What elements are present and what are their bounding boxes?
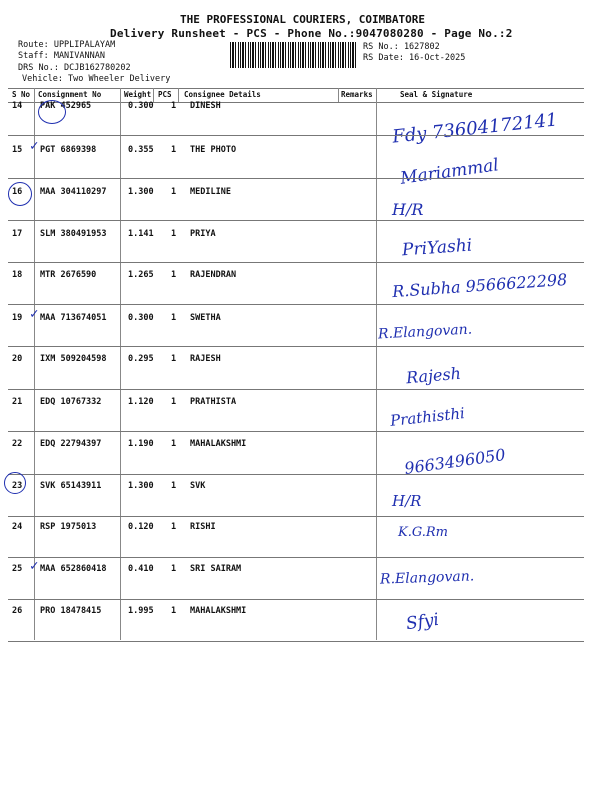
barcode [230,42,358,68]
row-divider [8,135,584,136]
row-consignee: RISHI [190,522,216,532]
row-consignment-no: RSP 1975013 [40,522,97,532]
row-consignment-no: MAA 713674051 [40,313,107,323]
row-weight: 1.120 [128,397,154,407]
row-sno: 24 [12,522,23,532]
row-divider [8,431,584,432]
row-consignee: SRI SAIRAM [190,564,242,574]
row-weight: 1.300 [128,187,154,197]
row-weight: 1.265 [128,270,154,280]
row-consignee: MAHALAKSHMI [190,439,247,449]
col-consignment: Consignment No [38,90,102,99]
row-consignee: SVK [190,481,206,491]
row-signature: Prathisthi [389,404,466,430]
row-weight: 1.300 [128,481,154,491]
row-consignee: RAJENDRAN [190,270,237,280]
row-pcs: 1 [171,522,177,532]
col-signature: Seal & Signature [400,90,473,99]
row-consignment-no: SVK 65143911 [40,481,102,491]
col-pcs: PCS [158,90,172,99]
col-consignee: Consignee Details [184,90,261,99]
row-pcs: 1 [171,145,177,155]
row-consignee: MEDILINE [190,187,231,197]
row-sno: 22 [12,439,23,449]
row-signature: H/R [392,200,424,219]
row-pcs: 1 [171,481,177,491]
row-weight: 1.995 [128,606,154,616]
row-consignee: PRIYA [190,229,216,239]
row-consignment-no: MTR 2676590 [40,270,97,280]
row-divider [8,346,584,347]
row-consignment-no: MAA 652860418 [40,564,107,574]
ink-tick-mark: ✓ [30,558,39,574]
row-pcs: 1 [171,439,177,449]
row-signature: H/R [392,492,422,510]
row-divider [8,220,584,221]
rs-number: RS No.: 1627802 [363,42,440,52]
row-divider [8,262,584,263]
row-signature: K.G.Rm [398,525,449,540]
row-sno: 19 [12,313,23,323]
row-pcs: 1 [171,397,177,407]
col-sno: S No [12,90,31,99]
document-subtitle: Delivery Runsheet - PCS - Phone No.:9047080280 - Page No.:2 [110,27,513,40]
row-sno: 25 [12,564,23,574]
row-weight: 1.190 [128,439,154,449]
row-consignee: MAHALAKSHMI [190,606,247,616]
row-divider [8,641,584,642]
col-weight: Weight [124,90,152,99]
row-consignee: SWETHA [190,313,221,323]
row-divider [8,304,584,305]
row-sno: 20 [12,354,23,364]
row-signature: R.Subha 9566622298 [391,269,568,302]
row-divider [8,557,584,558]
row-pcs: 1 [171,606,177,616]
row-divider [8,516,584,517]
row-signature: R.Elangovan. [379,568,475,588]
row-sno: 26 [12,606,23,616]
row-sno: 16 [12,187,23,197]
row-pcs: 1 [171,229,177,239]
row-weight: 0.300 [128,101,154,111]
row-divider [8,178,584,179]
ink-circle-mark [4,472,26,494]
row-sno: 18 [12,270,23,280]
row-pcs: 1 [171,187,177,197]
row-consignment-no: PRO 18478415 [40,606,102,616]
row-consignment-no: PAK 452965 [40,101,92,111]
route-label: Route: UPPLIPALAYAM [18,40,116,50]
row-weight: 0.295 [128,354,154,364]
ink-tick-mark: ✓ [30,306,39,322]
row-consignee: THE PHOTO [190,145,237,155]
row-sno: 15 [12,145,23,155]
row-signature: Fdy 73604172141 [391,109,559,148]
row-weight: 0.300 [128,313,154,323]
row-weight: 0.410 [128,564,154,574]
row-signature: PriYashi [401,235,473,261]
staff-label: Staff: MANIVANNAN [18,51,105,61]
row-sno: 17 [12,229,23,239]
row-divider [8,599,584,600]
ink-circle-mark [8,182,32,206]
row-pcs: 1 [171,564,177,574]
row-pcs: 1 [171,101,177,111]
rs-date: RS Date: 16-Oct-2025 [363,53,466,63]
row-sno: 14 [12,101,23,111]
row-sno: 23 [12,481,23,491]
row-consignment-no: PGT 6869398 [40,145,97,155]
row-consignment-no: IXM 509204598 [40,354,107,364]
row-pcs: 1 [171,270,177,280]
row-divider [8,474,584,475]
drs-label: DRS No.: DCJB162780202 [18,63,131,73]
row-consignee: RAJESH [190,354,221,364]
row-consignment-no: MAA 304110297 [40,187,107,197]
row-consignment-no: EDQ 10767332 [40,397,102,407]
row-weight: 0.355 [128,145,154,155]
row-consignee: DINESH [190,101,221,111]
ink-circle-mark [38,100,66,124]
row-consignee: PRATHISTA [190,397,237,407]
row-signature: R.Elangovan. [377,321,473,343]
document-title: THE PROFESSIONAL COURIERS, COIMBATORE [180,13,426,26]
row-consignment-no: SLM 380491953 [40,229,107,239]
vehicle-label: Vehicle: Two Wheeler Delivery [22,74,171,84]
row-signature: Rajesh [405,363,462,388]
ink-tick-mark: ✓ [30,138,39,154]
row-signature: 9663496050 [403,445,507,478]
row-signature: Sfyi [404,609,441,635]
col-remarks: Remarks [341,90,373,99]
row-sno: 21 [12,397,23,407]
row-pcs: 1 [171,354,177,364]
row-weight: 0.120 [128,522,154,532]
row-pcs: 1 [171,313,177,323]
row-weight: 1.141 [128,229,154,239]
row-divider [8,389,584,390]
row-consignment-no: EDQ 22794397 [40,439,102,449]
row-signature: Mariammal [399,155,500,189]
